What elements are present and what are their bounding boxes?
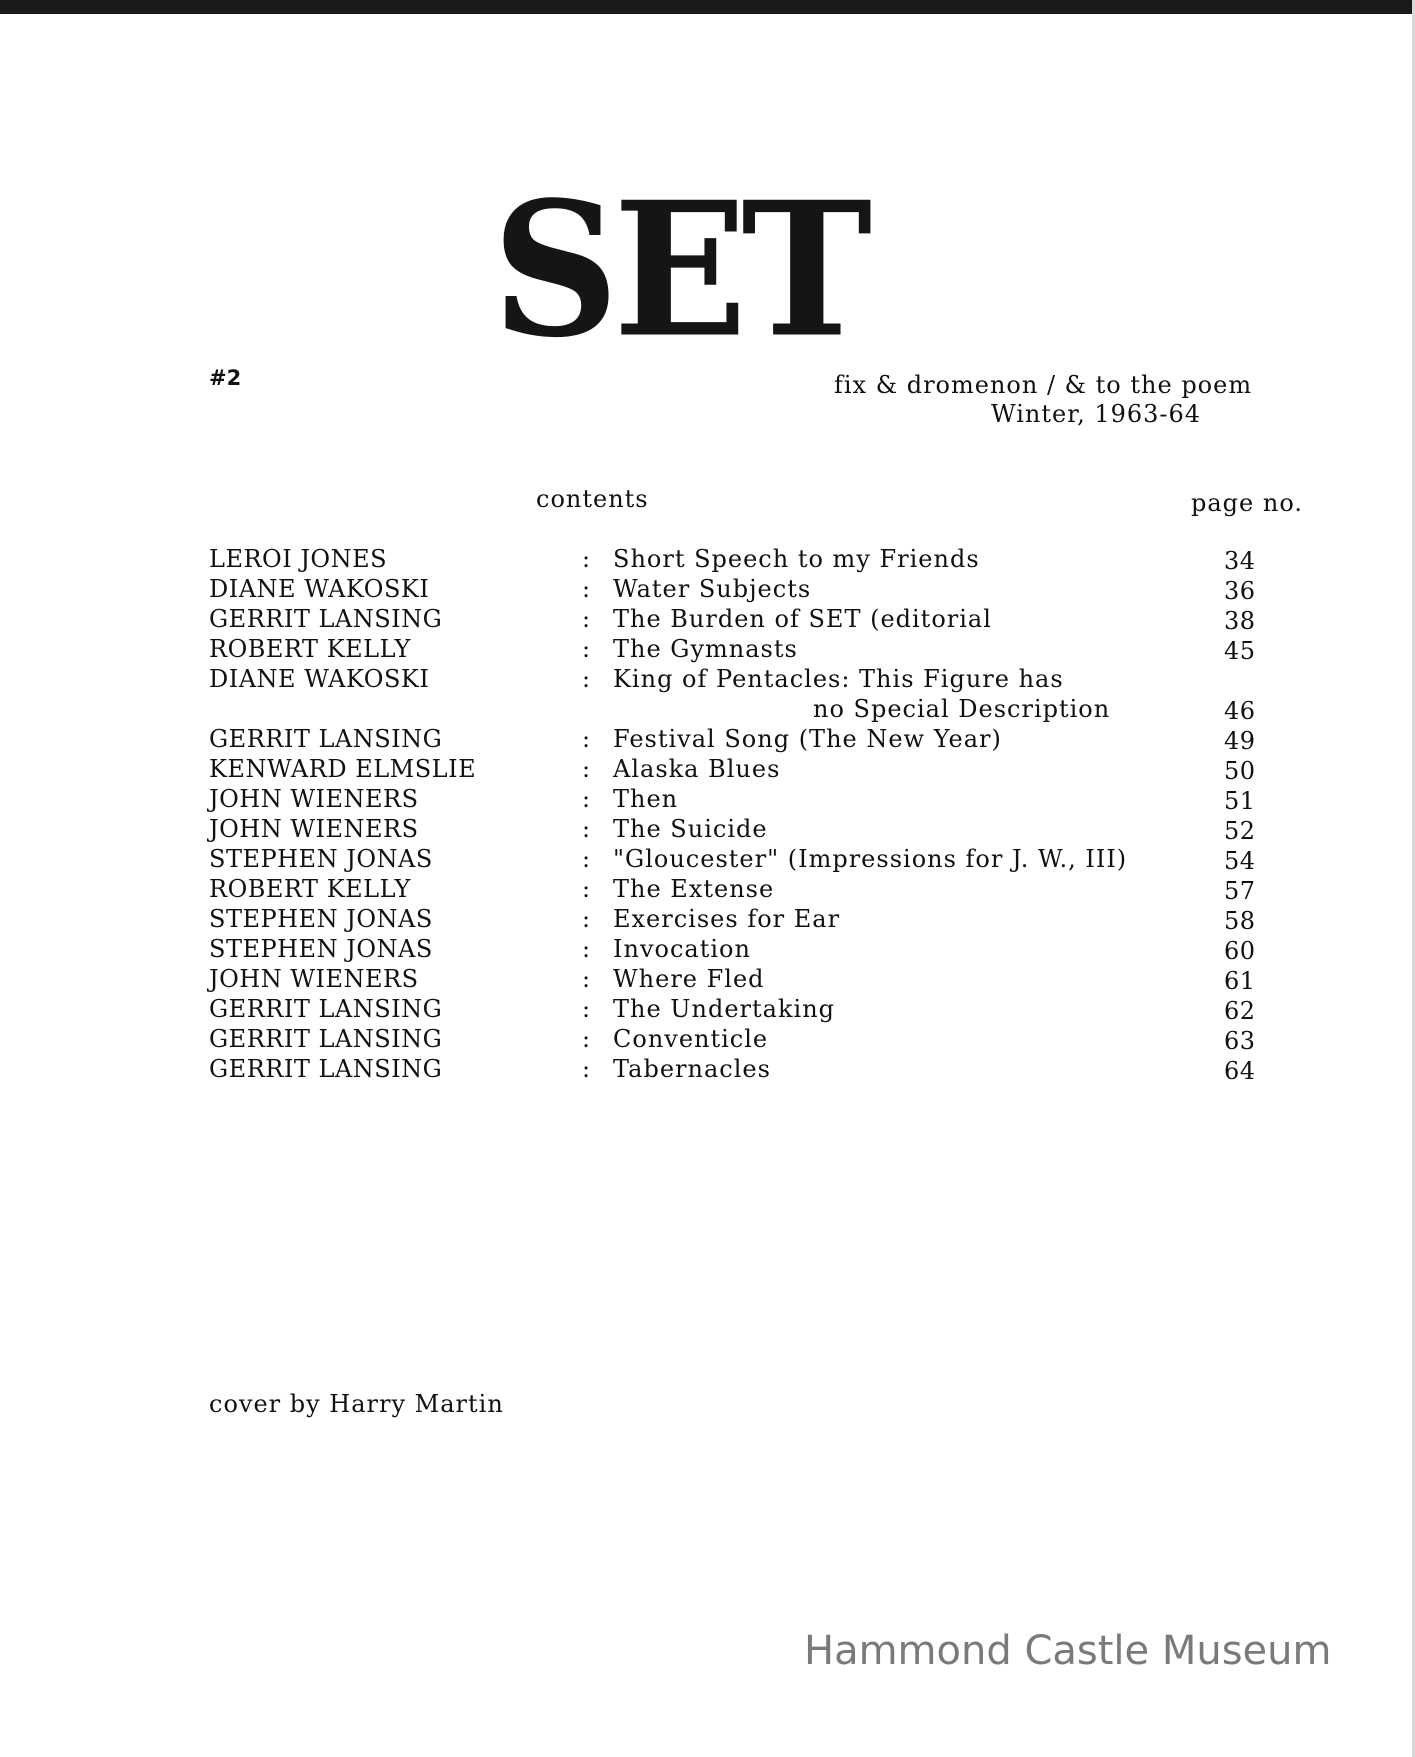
toc-author: GERRIT LANSING xyxy=(209,725,443,753)
toc-entry xyxy=(0,544,1415,574)
toc-author: KENWARD ELMSLIE xyxy=(209,755,477,783)
toc-title-continuation: no Special Description xyxy=(813,695,1111,723)
toc-author: GERRIT LANSING xyxy=(209,1025,443,1053)
toc-separator: : xyxy=(582,635,591,663)
toc-separator: : xyxy=(582,935,591,963)
toc-title: Conventicle xyxy=(613,1025,769,1053)
toc-author: ROBERT KELLY xyxy=(209,635,411,663)
toc-entry xyxy=(0,874,1415,904)
cover-credit: cover by Harry Martin xyxy=(209,1390,504,1418)
toc-page-number: 61 xyxy=(1224,967,1256,995)
toc-page-number: 54 xyxy=(1224,847,1256,875)
toc-page-number: 58 xyxy=(1224,907,1256,935)
toc-author: GERRIT LANSING xyxy=(209,605,443,633)
toc-entry xyxy=(0,574,1415,604)
toc-separator: : xyxy=(582,995,591,1023)
toc-page-number: 51 xyxy=(1224,787,1256,815)
toc-title: Festival Song (The New Year) xyxy=(613,725,1002,753)
toc-title: The Suicide xyxy=(613,815,768,843)
toc-title: Tabernacles xyxy=(613,1055,771,1083)
toc-page-number: 60 xyxy=(1224,937,1256,965)
toc-separator: : xyxy=(582,905,591,933)
toc-page-number: 64 xyxy=(1224,1057,1256,1085)
toc-entry xyxy=(0,724,1415,754)
toc-separator: : xyxy=(582,605,591,633)
toc-author: STEPHEN JONAS xyxy=(209,905,433,933)
toc-entry xyxy=(0,904,1415,934)
toc-title: The Undertaking xyxy=(613,995,836,1023)
table-of-contents xyxy=(0,544,1415,1084)
toc-page-number: 57 xyxy=(1224,877,1256,905)
toc-title: King of Pentacles: This Figure has xyxy=(613,665,1064,693)
toc-author: DIANE WAKOSKI xyxy=(209,665,430,693)
toc-page-number: 52 xyxy=(1224,817,1256,845)
toc-separator: : xyxy=(582,845,591,873)
toc-page-number: 36 xyxy=(1224,577,1256,605)
toc-entry xyxy=(0,964,1415,994)
toc-author: JOHN WIENERS xyxy=(209,965,419,993)
magazine-title: SET xyxy=(492,161,867,379)
toc-entry xyxy=(0,934,1415,964)
toc-page-number: 50 xyxy=(1224,757,1256,785)
toc-separator: : xyxy=(582,875,591,903)
toc-author: LEROI JONES xyxy=(209,545,388,573)
toc-author: JOHN WIENERS xyxy=(209,785,419,813)
toc-page-number: 49 xyxy=(1224,727,1256,755)
toc-title: Alaska Blues xyxy=(613,755,781,783)
toc-separator: : xyxy=(582,1055,591,1083)
toc-title: Short Speech to my Friends xyxy=(613,545,980,573)
toc-title: Water Subjects xyxy=(613,575,812,603)
toc-author: JOHN WIENERS xyxy=(209,815,419,843)
toc-entry xyxy=(0,1024,1415,1054)
issue-number: #2 xyxy=(209,366,242,390)
subtitle: fix & dromenon / & to the poem xyxy=(834,371,1253,399)
toc-page-number: 45 xyxy=(1224,637,1256,665)
toc-author: GERRIT LANSING xyxy=(209,995,443,1023)
toc-separator: : xyxy=(582,815,591,843)
toc-separator: : xyxy=(582,665,591,693)
toc-separator: : xyxy=(582,1025,591,1053)
toc-title: Where Fled xyxy=(613,965,765,993)
contents-heading: contents xyxy=(536,485,649,513)
toc-separator: : xyxy=(582,725,591,753)
toc-author: STEPHEN JONAS xyxy=(209,935,433,963)
toc-page-number: 62 xyxy=(1224,997,1256,1025)
toc-author: STEPHEN JONAS xyxy=(209,845,433,873)
toc-separator: : xyxy=(582,545,591,573)
toc-author: ROBERT KELLY xyxy=(209,875,411,903)
toc-entry xyxy=(0,844,1415,874)
issue-season: Winter, 1963-64 xyxy=(991,400,1202,428)
toc-entry xyxy=(0,994,1415,1024)
scan-top-edge xyxy=(0,0,1415,14)
toc-title: The Extense xyxy=(613,875,775,903)
toc-page-number: 46 xyxy=(1224,697,1256,725)
toc-entry xyxy=(0,754,1415,784)
museum-watermark: Hammond Castle Museum xyxy=(804,1628,1332,1674)
toc-separator: : xyxy=(582,965,591,993)
toc-entry xyxy=(0,1054,1415,1084)
toc-entry xyxy=(0,664,1415,724)
toc-title: Exercises for Ear xyxy=(613,905,841,933)
toc-page-number: 34 xyxy=(1224,547,1256,575)
toc-title: Invocation xyxy=(613,935,751,963)
toc-title: "Gloucester" (Impressions for J. W., III) xyxy=(613,845,1128,873)
page-number-heading: page no. xyxy=(1191,489,1303,517)
toc-page-number: 38 xyxy=(1224,607,1256,635)
toc-title: Then xyxy=(613,785,679,813)
toc-title: The Burden of SET (editorial xyxy=(613,605,992,633)
toc-separator: : xyxy=(582,755,591,783)
toc-author: GERRIT LANSING xyxy=(209,1055,443,1083)
toc-page-number: 63 xyxy=(1224,1027,1256,1055)
toc-separator: : xyxy=(582,785,591,813)
toc-title: The Gymnasts xyxy=(613,635,798,663)
toc-author: DIANE WAKOSKI xyxy=(209,575,430,603)
toc-entry xyxy=(0,814,1415,844)
toc-entry xyxy=(0,784,1415,814)
toc-entry xyxy=(0,604,1415,634)
toc-entry xyxy=(0,634,1415,664)
toc-separator: : xyxy=(582,575,591,603)
